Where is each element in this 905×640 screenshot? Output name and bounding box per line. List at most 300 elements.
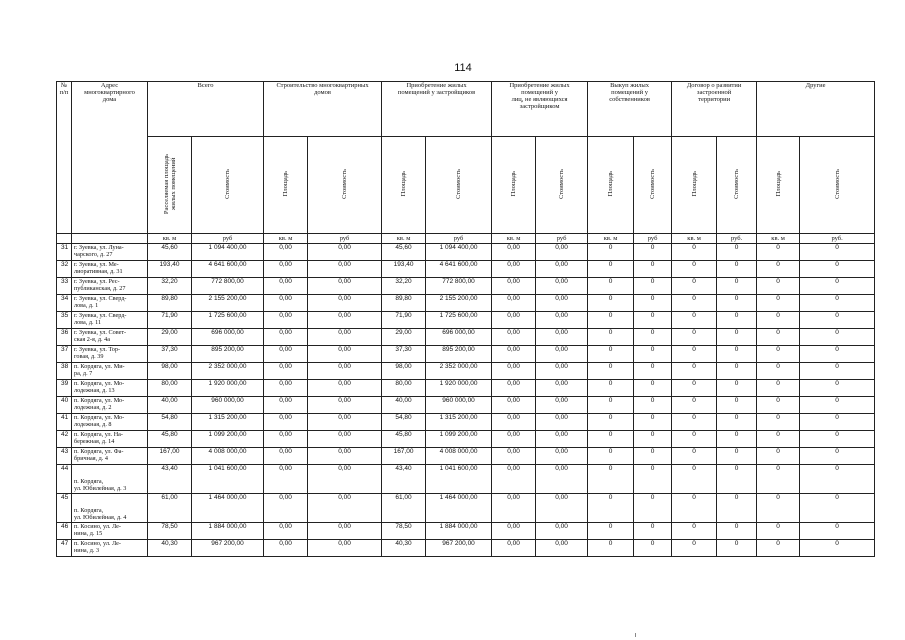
row-non-developers-area: 0,00 (492, 329, 536, 346)
row-construction-area: 0,00 (264, 431, 308, 448)
row-developers-cost: 772 800,00 (426, 278, 492, 295)
row-buyout-cost: 0 (634, 363, 672, 380)
row-total-cost: 1 920 000,00 (192, 380, 264, 397)
row-other-cost: 0 (800, 523, 875, 540)
row-buyout-area: 0 (588, 380, 634, 397)
row-construction-area: 0,00 (264, 261, 308, 278)
row-developers-area: 54,80 (382, 414, 426, 431)
table-row (57, 278, 875, 295)
row-number: 44 (57, 465, 72, 494)
row-agreement-cost: 0 (717, 329, 757, 346)
row-construction-cost: 0,00 (308, 465, 382, 494)
row-agreement-area: 0 (672, 523, 717, 540)
row-construction-cost: 0,00 (308, 261, 382, 278)
row-address: п. Кордяга, ул. Мо- лодежная, д. 2 (72, 397, 148, 414)
row-buyout-cost: 0 (634, 278, 672, 295)
row-buyout-area: 0 (588, 523, 634, 540)
row-construction-cost: 0,00 (308, 448, 382, 465)
row-non-developers-area: 0,00 (492, 261, 536, 278)
row-construction-cost: 0,00 (308, 278, 382, 295)
row-agreement-cost: 0 (717, 380, 757, 397)
row-other-cost: 0 (800, 244, 875, 261)
row-construction-area: 0,00 (264, 295, 308, 312)
row-non-developers-area: 0,00 (492, 540, 536, 557)
row-buyout-area: 0 (588, 363, 634, 380)
row-agreement-cost: 0 (717, 261, 757, 278)
unit-rub: руб (308, 234, 382, 244)
row-buyout-cost: 0 (634, 414, 672, 431)
row-construction-cost: 0,00 (308, 363, 382, 380)
unit-sqm: кв. м (672, 234, 717, 244)
row-number: 38 (57, 363, 72, 380)
row-address: п. Кордяга, ул. На- бережная, д. 14 (72, 431, 148, 448)
row-developers-area: 32,20 (382, 278, 426, 295)
row-other-cost: 0 (800, 278, 875, 295)
row-construction-area: 0,00 (264, 244, 308, 261)
row-other-area: 0 (757, 523, 800, 540)
row-agreement-cost: 0 (717, 295, 757, 312)
row-other-area: 0 (757, 295, 800, 312)
row-developers-area: 80,00 (382, 380, 426, 397)
table-row (57, 448, 875, 465)
row-non-developers-cost: 0,00 (536, 329, 588, 346)
row-total-cost: 2 352 000,00 (192, 363, 264, 380)
row-construction-cost: 0,00 (308, 431, 382, 448)
row-buyout-cost: 0 (634, 295, 672, 312)
row-total-area: 40,30 (148, 540, 192, 557)
row-number: 37 (57, 346, 72, 363)
row-other-area: 0 (757, 414, 800, 431)
table-row (57, 329, 875, 346)
unit-blank (72, 234, 148, 244)
row-other-area: 0 (757, 431, 800, 448)
row-agreement-cost: 0 (717, 363, 757, 380)
row-number: 42 (57, 431, 72, 448)
row-other-cost: 0 (800, 397, 875, 414)
row-non-developers-cost: 0,00 (536, 346, 588, 363)
row-agreement-cost: 0 (717, 312, 757, 329)
table-row (57, 523, 875, 540)
row-buyout-cost: 0 (634, 380, 672, 397)
row-total-cost: 1 041 600,00 (192, 465, 264, 494)
row-agreement-cost: 0 (717, 278, 757, 295)
row-developers-cost: 1 464 000,00 (426, 494, 492, 523)
row-other-area: 0 (757, 397, 800, 414)
unit-rub: руб (634, 234, 672, 244)
row-total-cost: 967 200,00 (192, 540, 264, 557)
row-total-cost: 1 884 000,00 (192, 523, 264, 540)
unit-sqm: кв. м (757, 234, 800, 244)
row-other-cost: 0 (800, 431, 875, 448)
row-developers-cost: 1 099 200,00 (426, 431, 492, 448)
row-other-area: 0 (757, 448, 800, 465)
row-buyout-area: 0 (588, 312, 634, 329)
row-developers-area: 29,00 (382, 329, 426, 346)
row-buyout-area: 0 (588, 278, 634, 295)
row-agreement-cost: 0 (717, 346, 757, 363)
row-developers-cost: 4 641 600,00 (426, 261, 492, 278)
row-agreement-area: 0 (672, 397, 717, 414)
row-agreement-area: 0 (672, 261, 717, 278)
row-buyout-area: 0 (588, 431, 634, 448)
row-number: 43 (57, 448, 72, 465)
sub-buyout-cost: Стоимость (634, 137, 672, 234)
row-developers-cost: 696 000,00 (426, 329, 492, 346)
col-other-header: Другие (757, 82, 875, 137)
row-buyout-area: 0 (588, 494, 634, 523)
row-non-developers-cost: 0,00 (536, 465, 588, 494)
row-total-area: 40,00 (148, 397, 192, 414)
row-non-developers-cost: 0,00 (536, 397, 588, 414)
row-construction-cost: 0,00 (308, 523, 382, 540)
row-other-cost: 0 (800, 312, 875, 329)
row-total-cost: 1 094 400,00 (192, 244, 264, 261)
resettlement-table (56, 81, 875, 557)
row-buyout-area: 0 (588, 329, 634, 346)
row-number: 39 (57, 380, 72, 397)
row-construction-cost: 0,00 (308, 244, 382, 261)
row-construction-cost: 0,00 (308, 295, 382, 312)
row-other-area: 0 (757, 312, 800, 329)
row-buyout-cost: 0 (634, 329, 672, 346)
row-developers-cost: 2 155 200,00 (426, 295, 492, 312)
row-non-developers-area: 0,00 (492, 312, 536, 329)
row-total-cost: 1 315 200,00 (192, 414, 264, 431)
table-row (57, 312, 875, 329)
row-construction-area: 0,00 (264, 494, 308, 523)
row-total-area: 89,80 (148, 295, 192, 312)
row-construction-cost: 0,00 (308, 494, 382, 523)
row-agreement-area: 0 (672, 494, 717, 523)
table-row (57, 465, 875, 494)
row-non-developers-area: 0,00 (492, 244, 536, 261)
row-number: 40 (57, 397, 72, 414)
row-buyout-cost: 0 (634, 448, 672, 465)
row-buyout-area: 0 (588, 397, 634, 414)
row-non-developers-area: 0,00 (492, 448, 536, 465)
row-construction-cost: 0,00 (308, 414, 382, 431)
row-other-cost: 0 (800, 540, 875, 557)
row-non-developers-area: 0,00 (492, 295, 536, 312)
unit-rub: руб (192, 234, 264, 244)
col-address-header: Адрес многоквартирного дома (72, 82, 148, 234)
row-agreement-area: 0 (672, 448, 717, 465)
row-construction-area: 0,00 (264, 380, 308, 397)
row-total-cost: 2 155 200,00 (192, 295, 264, 312)
row-developers-cost: 1 315 200,00 (426, 414, 492, 431)
row-total-cost: 1 464 000,00 (192, 494, 264, 523)
row-other-area: 0 (757, 380, 800, 397)
row-construction-area: 0,00 (264, 329, 308, 346)
row-address: г. Зуевка, ул. Луна- чарского, д. 27 (72, 244, 148, 261)
row-buyout-cost: 0 (634, 431, 672, 448)
row-other-cost: 0 (800, 346, 875, 363)
col-agreement-header: Договор о развитии застроенной территории (672, 82, 757, 137)
row-developers-cost: 895 200,00 (426, 346, 492, 363)
sub-construction-area: Площадь (264, 137, 308, 234)
col-construction-header: Строительство многоквартирных домов (264, 82, 382, 137)
sub-construction-cost: Стоимость (308, 137, 382, 234)
row-construction-area: 0,00 (264, 278, 308, 295)
row-buyout-cost: 0 (634, 494, 672, 523)
row-developers-area: 40,00 (382, 397, 426, 414)
units-row (57, 234, 875, 244)
row-non-developers-cost: 0,00 (536, 244, 588, 261)
row-buyout-cost: 0 (634, 523, 672, 540)
sub-developers-area: Площадь (382, 137, 426, 234)
row-developers-area: 61,00 (382, 494, 426, 523)
unit-sqm: кв. м (382, 234, 426, 244)
row-agreement-cost: 0 (717, 414, 757, 431)
table-row (57, 380, 875, 397)
row-construction-cost: 0,00 (308, 346, 382, 363)
row-construction-area: 0,00 (264, 448, 308, 465)
sub-total-cost: Стоимость (192, 137, 264, 234)
row-other-area: 0 (757, 278, 800, 295)
unit-rub: руб (426, 234, 492, 244)
row-number: 35 (57, 312, 72, 329)
row-agreement-area: 0 (672, 540, 717, 557)
row-other-area: 0 (757, 363, 800, 380)
unit-sqm: кв. м (148, 234, 192, 244)
row-developers-area: 71,90 (382, 312, 426, 329)
unit-sqm: кв. м (264, 234, 308, 244)
col-purchase-non-developers-header: Приобретение жилых помещений у лиц, не являющихся застройщиком (492, 82, 588, 137)
row-construction-area: 0,00 (264, 414, 308, 431)
row-address: п. Кордяга, ул. Юбилейная, д. 4 (72, 494, 148, 523)
row-total-cost: 4 008 000,00 (192, 448, 264, 465)
row-buyout-area: 0 (588, 295, 634, 312)
table-row (57, 261, 875, 278)
row-agreement-cost: 0 (717, 397, 757, 414)
row-total-area: 71,90 (148, 312, 192, 329)
row-non-developers-area: 0,00 (492, 414, 536, 431)
row-agreement-area: 0 (672, 465, 717, 494)
row-agreement-area: 0 (672, 363, 717, 380)
unit-rub: руб (536, 234, 588, 244)
row-non-developers-cost: 0,00 (536, 494, 588, 523)
row-developers-area: 40,30 (382, 540, 426, 557)
row-non-developers-cost: 0,00 (536, 414, 588, 431)
sub-developers-cost: Стоимость (426, 137, 492, 234)
row-agreement-cost: 0 (717, 244, 757, 261)
table-row (57, 397, 875, 414)
row-address: п. Кордяга, ул. Мо- лодежная, д. 13 (72, 380, 148, 397)
row-non-developers-cost: 0,00 (536, 380, 588, 397)
row-developers-cost: 960 000,00 (426, 397, 492, 414)
col-buyout-header: Выкуп жилых помещений у собственников (588, 82, 672, 137)
row-developers-cost: 967 200,00 (426, 540, 492, 557)
row-number: 41 (57, 414, 72, 431)
row-number: 46 (57, 523, 72, 540)
row-developers-area: 43,40 (382, 465, 426, 494)
row-address: г. Зуевка, ул. Тор- говая, д. 39 (72, 346, 148, 363)
row-agreement-cost: 0 (717, 540, 757, 557)
row-construction-cost: 0,00 (308, 397, 382, 414)
row-other-cost: 0 (800, 465, 875, 494)
row-buyout-cost: 0 (634, 540, 672, 557)
row-developers-cost: 1 884 000,00 (426, 523, 492, 540)
row-non-developers-cost: 0,00 (536, 363, 588, 380)
row-other-cost: 0 (800, 380, 875, 397)
row-non-developers-area: 0,00 (492, 278, 536, 295)
row-address: г. Зуевка, ул. Сверд- лова, д. 11 (72, 312, 148, 329)
row-address: п. Косино, ул. Ле- нина, д. 15 (72, 523, 148, 540)
row-non-developers-area: 0,00 (492, 431, 536, 448)
row-number: 31 (57, 244, 72, 261)
row-other-area: 0 (757, 261, 800, 278)
sub-non-developers-area: Площадь (492, 137, 536, 234)
row-construction-area: 0,00 (264, 465, 308, 494)
row-agreement-area: 0 (672, 278, 717, 295)
row-developers-area: 37,30 (382, 346, 426, 363)
row-agreement-cost: 0 (717, 448, 757, 465)
row-total-cost: 1 099 200,00 (192, 431, 264, 448)
row-other-cost: 0 (800, 414, 875, 431)
row-number: 34 (57, 295, 72, 312)
unit-sqm: кв. м (588, 234, 634, 244)
row-agreement-area: 0 (672, 312, 717, 329)
table-row (57, 540, 875, 557)
sub-other-cost: Стоимость (800, 137, 875, 234)
row-total-area: 32,20 (148, 278, 192, 295)
row-total-area: 45,80 (148, 431, 192, 448)
row-address: п. Косино, ул. Ле- нина, д. 3 (72, 540, 148, 557)
row-other-area: 0 (757, 465, 800, 494)
row-agreement-cost: 0 (717, 523, 757, 540)
row-construction-area: 0,00 (264, 312, 308, 329)
row-developers-cost: 4 008 000,00 (426, 448, 492, 465)
row-construction-cost: 0,00 (308, 380, 382, 397)
row-developers-cost: 1 094 400,00 (426, 244, 492, 261)
row-total-area: 167,00 (148, 448, 192, 465)
sub-buyout-area: Площадь (588, 137, 634, 234)
row-agreement-cost: 0 (717, 465, 757, 494)
row-total-area: 80,00 (148, 380, 192, 397)
unit-blank (57, 234, 72, 244)
row-buyout-area: 0 (588, 540, 634, 557)
row-other-cost: 0 (800, 448, 875, 465)
row-address: п. Кордяга, ул. Ми- ра, д. 7 (72, 363, 148, 380)
table-row (57, 494, 875, 523)
row-total-cost: 895 200,00 (192, 346, 264, 363)
row-address: г. Зуевка, ул. Сверд- лова, д. 1 (72, 295, 148, 312)
row-other-cost: 0 (800, 329, 875, 346)
row-construction-area: 0,00 (264, 397, 308, 414)
row-agreement-cost: 0 (717, 494, 757, 523)
row-total-area: 193,40 (148, 261, 192, 278)
table-row (57, 431, 875, 448)
row-other-area: 0 (757, 329, 800, 346)
row-non-developers-cost: 0,00 (536, 312, 588, 329)
row-developers-area: 45,80 (382, 431, 426, 448)
row-other-area: 0 (757, 540, 800, 557)
sub-agreement-area: Площадь (672, 137, 717, 234)
col-purchase-developers-header: Приобретение жилых помещений у застройщиков (382, 82, 492, 137)
sub-other-area: Площадь (757, 137, 800, 234)
unit-rub: руб. (800, 234, 875, 244)
row-agreement-area: 0 (672, 431, 717, 448)
row-address: г. Зуевка, ул. Ме- лиоративная, д. 31 (72, 261, 148, 278)
row-buyout-cost: 0 (634, 346, 672, 363)
row-other-area: 0 (757, 494, 800, 523)
subheader-row (57, 137, 875, 234)
table-row (57, 244, 875, 261)
row-construction-area: 0,00 (264, 363, 308, 380)
row-total-cost: 4 641 600,00 (192, 261, 264, 278)
scan-mark (635, 633, 636, 637)
row-buyout-area: 0 (588, 465, 634, 494)
row-developers-cost: 1 725 600,00 (426, 312, 492, 329)
row-construction-area: 0,00 (264, 523, 308, 540)
row-total-cost: 960 000,00 (192, 397, 264, 414)
row-address: п. Кордяга, ул. Юбилейная, д. 3 (72, 465, 148, 494)
row-non-developers-area: 0,00 (492, 523, 536, 540)
row-address: п. Кордяга, ул. Мо- лодежная, д. 8 (72, 414, 148, 431)
row-other-area: 0 (757, 244, 800, 261)
row-total-cost: 772 800,00 (192, 278, 264, 295)
row-total-cost: 696 000,00 (192, 329, 264, 346)
row-developers-area: 45,60 (382, 244, 426, 261)
row-address: г. Зуевка, ул. Совет- ская 2-я, д. 4а (72, 329, 148, 346)
row-developers-area: 98,00 (382, 363, 426, 380)
row-other-cost: 0 (800, 261, 875, 278)
row-developers-cost: 2 352 000,00 (426, 363, 492, 380)
row-total-area: 78,50 (148, 523, 192, 540)
row-total-area: 43,40 (148, 465, 192, 494)
row-address: г. Зуевка, ул. Рес- публиканская, д. 27 (72, 278, 148, 295)
row-non-developers-area: 0,00 (492, 397, 536, 414)
row-number: 33 (57, 278, 72, 295)
row-number: 32 (57, 261, 72, 278)
row-buyout-area: 0 (588, 261, 634, 278)
row-non-developers-cost: 0,00 (536, 448, 588, 465)
row-number: 45 (57, 494, 72, 523)
table-row (57, 414, 875, 431)
sub-non-developers-cost: Стоимость (536, 137, 588, 234)
row-non-developers-cost: 0,00 (536, 295, 588, 312)
row-agreement-area: 0 (672, 414, 717, 431)
row-buyout-area: 0 (588, 414, 634, 431)
row-other-cost: 0 (800, 295, 875, 312)
row-agreement-area: 0 (672, 329, 717, 346)
row-non-developers-area: 0,00 (492, 465, 536, 494)
row-number: 36 (57, 329, 72, 346)
sub-agreement-cost: Стоимость (717, 137, 757, 234)
page-number: 114 (454, 62, 472, 74)
row-non-developers-area: 0,00 (492, 494, 536, 523)
row-developers-area: 193,40 (382, 261, 426, 278)
row-buyout-cost: 0 (634, 261, 672, 278)
col-number-header: № п/п (57, 82, 72, 234)
row-buyout-area: 0 (588, 346, 634, 363)
unit-rub: руб. (717, 234, 757, 244)
row-construction-area: 0,00 (264, 346, 308, 363)
row-developers-area: 89,80 (382, 295, 426, 312)
row-agreement-area: 0 (672, 380, 717, 397)
row-non-developers-area: 0,00 (492, 346, 536, 363)
table-body (57, 244, 875, 557)
header-row (57, 82, 875, 137)
row-agreement-cost: 0 (717, 431, 757, 448)
sub-settled-area: Расселяемая площадь жилых помещений (148, 137, 192, 234)
row-buyout-cost: 0 (634, 397, 672, 414)
row-developers-area: 78,50 (382, 523, 426, 540)
row-construction-area: 0,00 (264, 540, 308, 557)
row-total-area: 98,00 (148, 363, 192, 380)
table-row (57, 363, 875, 380)
unit-sqm: кв. м (492, 234, 536, 244)
